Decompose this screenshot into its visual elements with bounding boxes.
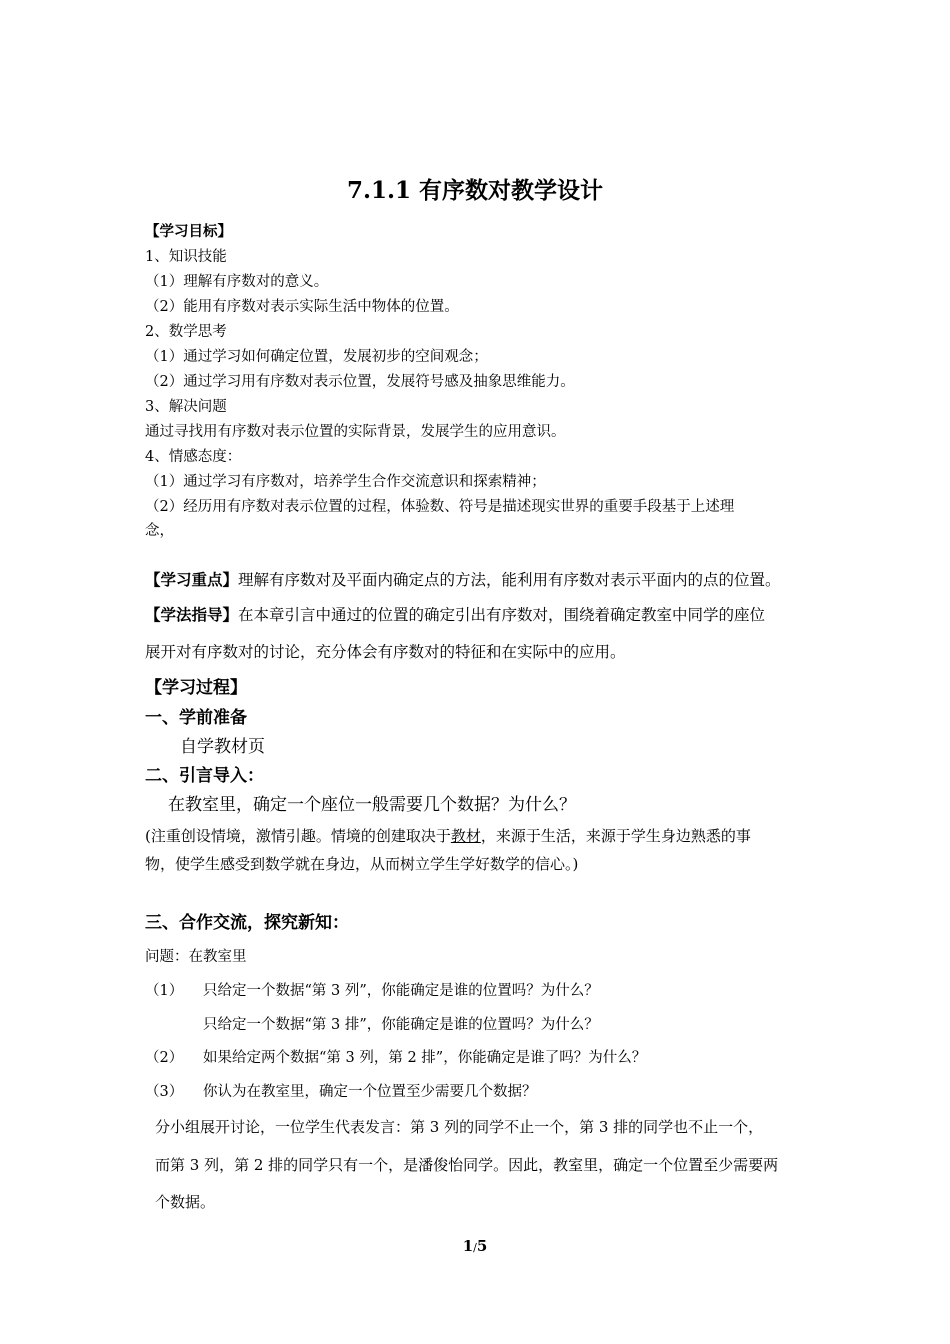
goals-line-11: （2）经历用有序数对表示位置的过程，体验数、符号是描述现实世界的重要手段基于上述理 — [145, 499, 735, 515]
section-3-title: 三、合作交流，探究新知： — [145, 913, 349, 933]
page-current: 1 — [462, 1237, 474, 1255]
goals-line-9: 4、情感态度： — [145, 449, 242, 465]
page-separator: / — [473, 1241, 477, 1254]
goals-heading: 【学习目标】 — [145, 223, 232, 240]
question-2-text: 如果给定两个数据“第 3 列，第 2 排”，你能确定是谁了吗？为什么？ — [203, 1050, 647, 1066]
question-intro: 问题：在教室里 — [145, 949, 247, 965]
answer-line-3: 个数据。 — [155, 1193, 216, 1211]
method-line-1 — [145, 605, 765, 625]
section-2-note-line-2: 物，使学生感受到数学就在身边，从而树立学生学好数学的信心。) — [145, 855, 579, 873]
key-point-line — [145, 570, 781, 590]
goals-line-3: （2）能用有序数对表示实际生活中物体的位置。 — [145, 299, 459, 315]
key-point-label: 【学习重点】 — [145, 570, 239, 589]
answer-line-2: 而第 3 列，第 2 排的同学只有一个，是潘俊怡同学。因此，教室里，确定一个位置至少需要两 — [155, 1156, 779, 1174]
section-2-note-line-1 — [145, 826, 751, 846]
page-number — [0, 1236, 950, 1258]
note-underlined-word: 教材 — [450, 827, 481, 845]
section-1-text: 自学教材页 — [180, 737, 265, 757]
question-3 — [145, 1082, 537, 1102]
goals-line-10: （1）通过学习有序数对，培养学生合作交流意识和探索精神； — [145, 474, 546, 490]
goals-line-12: 念， — [145, 523, 174, 539]
question-2-number: （2） — [145, 1050, 184, 1066]
page-total: 5 — [476, 1237, 488, 1255]
note-text-b: ，来源于生活，来源于学生身边熟悉的事 — [480, 827, 751, 845]
answer-line-1: 分小组展开讨论，一位学生代表发言：第 3 列的同学不止一个，第 3 排的同学也不止一个， — [155, 1118, 764, 1136]
goals-line-4: 2、数学思考 — [145, 324, 227, 340]
method-line-2: 展开对有序数对的讨论，充分体会有序数对的特征和在实际中的应用。 — [145, 643, 626, 661]
goals-line-6: （2）通过学习用有序数对表示位置，发展符号感及抽象思维能力。 — [145, 374, 575, 390]
section-2-title: 二、引言导入： — [145, 766, 264, 786]
method-label: 【学法指导】 — [145, 605, 239, 624]
question-2 — [145, 1048, 646, 1068]
goals-line-2: （1）理解有序数对的意义。 — [145, 274, 329, 290]
section-1-title: 一、学前准备 — [145, 708, 247, 728]
goals-line-1: 1、知识技能 — [145, 249, 227, 265]
question-1 — [145, 981, 599, 1001]
question-1-text-b: 只给定一个数据“第 3 排”，你能确定是谁的位置吗？为什么？ — [203, 1017, 599, 1033]
note-text-a: (注重创设情境，激情引趣。情境的创建取决于 — [145, 827, 451, 845]
key-point-text: 理解有序数对及平面内确定点的方法，能利用有序数对表示平面内的点的位置。 — [238, 571, 781, 589]
document-title: 7.1.1 有序数对教学设计 — [346, 177, 604, 204]
question-3-number: （3） — [145, 1084, 184, 1100]
goals-line-8: 通过寻找用有序数对表示位置的实际背景，发展学生的应用意识。 — [145, 424, 566, 440]
question-3-text: 你认为在教室里，确定一个位置至少需要几个数据？ — [203, 1084, 537, 1100]
process-heading: 【学习过程】 — [145, 678, 247, 698]
method-text-1: 在本章引言中通过的位置的确定引出有序数对，围绕着确定教室中同学的座位 — [238, 606, 766, 624]
goals-line-5: （1）通过学习如何确定位置，发展初步的空间观念； — [145, 349, 488, 365]
goals-line-7: 3、解决问题 — [145, 399, 227, 415]
question-1-number: （1） — [145, 983, 184, 999]
question-1-text-a: 只给定一个数据“第 3 列”，你能确定是谁的位置吗？为什么？ — [203, 983, 599, 999]
section-2-text: 在教室里，确定一个座位一般需要几个数据？为什么？ — [168, 795, 576, 815]
